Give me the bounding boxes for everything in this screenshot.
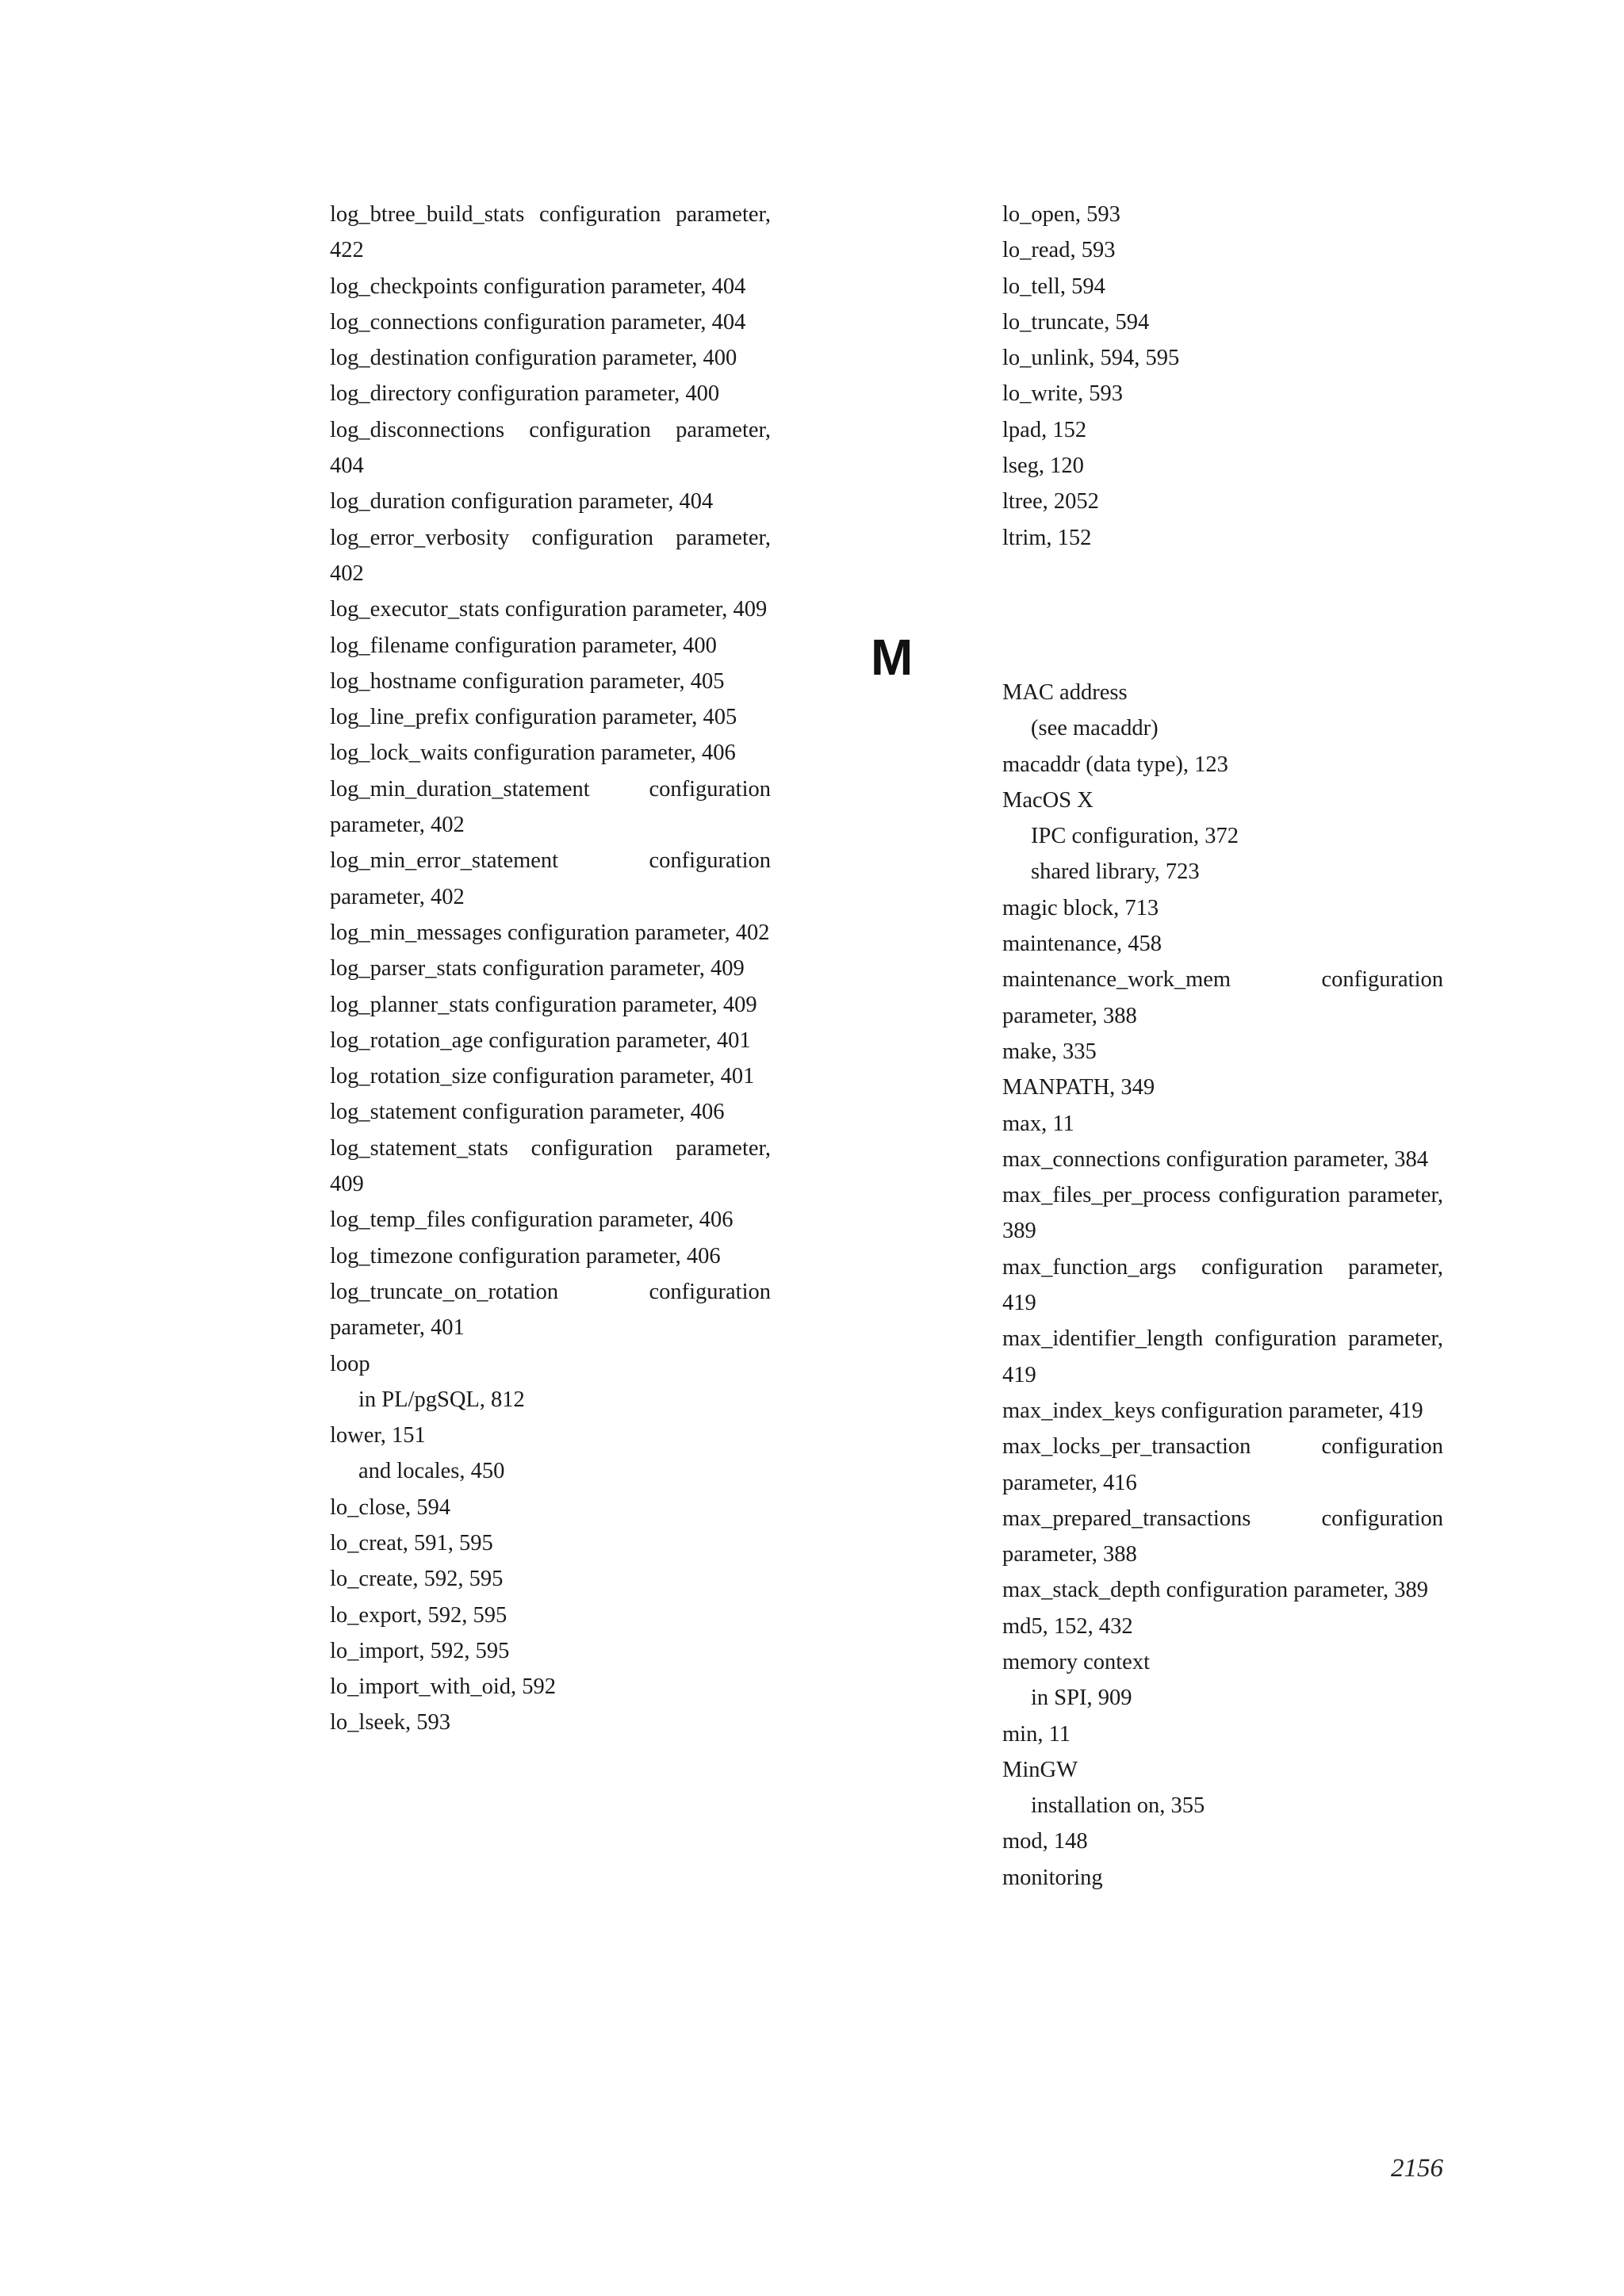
index-entry: maintenance_work_mem configuration parameter, 388 bbox=[1002, 967, 1443, 1028]
index-entry: lseg, 120 bbox=[1002, 453, 1084, 479]
index-entry: ltree, 2052 bbox=[1002, 489, 1099, 515]
index-entry: lo_import, 592, 595 bbox=[330, 1638, 510, 1663]
index-entry: log_min_error_statement configuration parameter, 402 bbox=[330, 848, 771, 909]
index-entry: log_directory configuration parameter, 400 bbox=[330, 381, 720, 407]
index-entry: maintenance, 458 bbox=[1002, 932, 1162, 957]
index-entry: lo_creat, 591, 595 bbox=[330, 1530, 493, 1556]
index-entry: log_statement configuration parameter, 406 bbox=[330, 1100, 725, 1125]
index-entry: lo_import_with_oid, 592 bbox=[330, 1674, 556, 1700]
index-entry: lo_open, 593 bbox=[1002, 202, 1120, 227]
index-entry: log_min_messages configuration parameter, 402 bbox=[330, 920, 770, 945]
index-entry: max_prepared_transactions configuration parameter, 388 bbox=[1002, 1506, 1443, 1567]
index-entry: log_rotation_size configuration parameter, 401 bbox=[330, 1064, 755, 1089]
index-entry: lo_export, 592, 595 bbox=[330, 1602, 508, 1628]
index-entry: macaddr (data type), 123 bbox=[1002, 752, 1228, 777]
index-subentry: shared library, 723 bbox=[1031, 859, 1200, 885]
index-entry: log_rotation_age configuration parameter, 401 bbox=[330, 1027, 751, 1053]
index-entry: lo_write, 593 bbox=[1002, 381, 1123, 407]
index-entry: log_min_duration_statement configuration parameter, 402 bbox=[330, 776, 771, 838]
index-entry: make, 335 bbox=[1002, 1039, 1097, 1064]
index-entry: log_executor_stats configuration parameter, 409 bbox=[330, 597, 768, 622]
index-entry: MANPATH, 349 bbox=[1002, 1075, 1155, 1100]
index-entry: log_btree_build_stats configuration parameter, 422 bbox=[330, 202, 771, 263]
index-entry: mod, 148 bbox=[1002, 1829, 1088, 1854]
index-entry: ltrim, 152 bbox=[1002, 525, 1092, 550]
index-entry: lpad, 152 bbox=[1002, 417, 1087, 442]
index-entry: log_duration configuration parameter, 404 bbox=[330, 489, 714, 515]
index-entry: lo_unlink, 594, 595 bbox=[1002, 346, 1180, 371]
index-subentry: and locales, 450 bbox=[358, 1459, 505, 1484]
index-entry: log_filename configuration parameter, 400 bbox=[330, 633, 717, 658]
index-entry: max_connections configuration parameter, 384 bbox=[1002, 1146, 1429, 1172]
index-entry: log_disconnections configuration parameter, 404 bbox=[330, 417, 771, 479]
index-entry: log_lock_waits configuration parameter, 406 bbox=[330, 740, 736, 766]
index-subentry: in PL/pgSQL, 812 bbox=[358, 1387, 525, 1412]
section-heading-m: M bbox=[871, 629, 914, 686]
index-entry: MAC address bbox=[1002, 679, 1128, 705]
index-entry: log_timezone configuration parameter, 406 bbox=[330, 1243, 721, 1269]
index-entry: log_checkpoints configuration parameter, 404 bbox=[330, 274, 746, 299]
index-entry: memory context bbox=[1002, 1649, 1150, 1674]
index-entry: magic block, 713 bbox=[1002, 895, 1159, 920]
index-entry: max_files_per_process configuration parameter, 389 bbox=[1002, 1183, 1443, 1244]
index-column-right bbox=[1002, 197, 1443, 1896]
index-subentry: (see macaddr) bbox=[1031, 716, 1159, 741]
index-entry: loop bbox=[330, 1351, 370, 1376]
index-entry: log_line_prefix configuration parameter, 405 bbox=[330, 705, 737, 730]
index-entry: log_destination configuration parameter, 400 bbox=[330, 346, 737, 371]
index-entry: MinGW bbox=[1002, 1757, 1078, 1782]
index-entry: max_identifier_length configuration parameter, 419 bbox=[1002, 1326, 1443, 1387]
index-entry: lo_lseek, 593 bbox=[330, 1710, 450, 1735]
index-entry: lo_truncate, 594 bbox=[1002, 309, 1150, 335]
index-subentry: installation on, 355 bbox=[1031, 1793, 1205, 1819]
index-entry: log_temp_files configuration parameter, 406 bbox=[330, 1207, 733, 1233]
index-entry: log_connections configuration parameter, 404 bbox=[330, 309, 746, 335]
index-entry: min, 11 bbox=[1002, 1721, 1071, 1747]
index-column-left bbox=[330, 197, 771, 1741]
index-entry: max_function_args configuration parameter, 419 bbox=[1002, 1254, 1443, 1316]
index-entry: log_truncate_on_rotation configuration parameter, 401 bbox=[330, 1279, 771, 1341]
index-entry: max, 11 bbox=[1002, 1111, 1074, 1136]
index-entry: lo_read, 593 bbox=[1002, 238, 1116, 263]
index-entry: lo_create, 592, 595 bbox=[330, 1567, 504, 1592]
index-entry: lo_tell, 594 bbox=[1002, 274, 1105, 299]
index-entry: MacOS X bbox=[1002, 787, 1094, 813]
index-entry: log_statement_stats configuration parameter, 409 bbox=[330, 1135, 771, 1197]
index-entry: log_hostname configuration parameter, 405 bbox=[330, 668, 725, 694]
index-entry: max_stack_depth configuration parameter, 389 bbox=[1002, 1578, 1429, 1603]
index-subentry: in SPI, 909 bbox=[1031, 1686, 1132, 1711]
index-entry: monitoring bbox=[1002, 1865, 1103, 1890]
index-entry: log_planner_stats configuration parameter, 409 bbox=[330, 992, 757, 1017]
index-subentry: IPC configuration, 372 bbox=[1031, 824, 1239, 849]
index-entry: lower, 151 bbox=[330, 1423, 426, 1448]
index-entry: log_error_verbosity configuration parameter, 402 bbox=[330, 525, 771, 586]
index-entry: lo_close, 594 bbox=[330, 1494, 450, 1520]
index-entry: md5, 152, 432 bbox=[1002, 1613, 1133, 1639]
page-number: 2156 bbox=[1391, 2154, 1443, 2183]
index-entry: log_parser_stats configuration parameter, 409 bbox=[330, 956, 745, 982]
index-entry: max_index_keys configuration parameter, 419 bbox=[1002, 1398, 1423, 1423]
index-entry: max_locks_per_transaction configuration parameter, 416 bbox=[1002, 1434, 1443, 1495]
